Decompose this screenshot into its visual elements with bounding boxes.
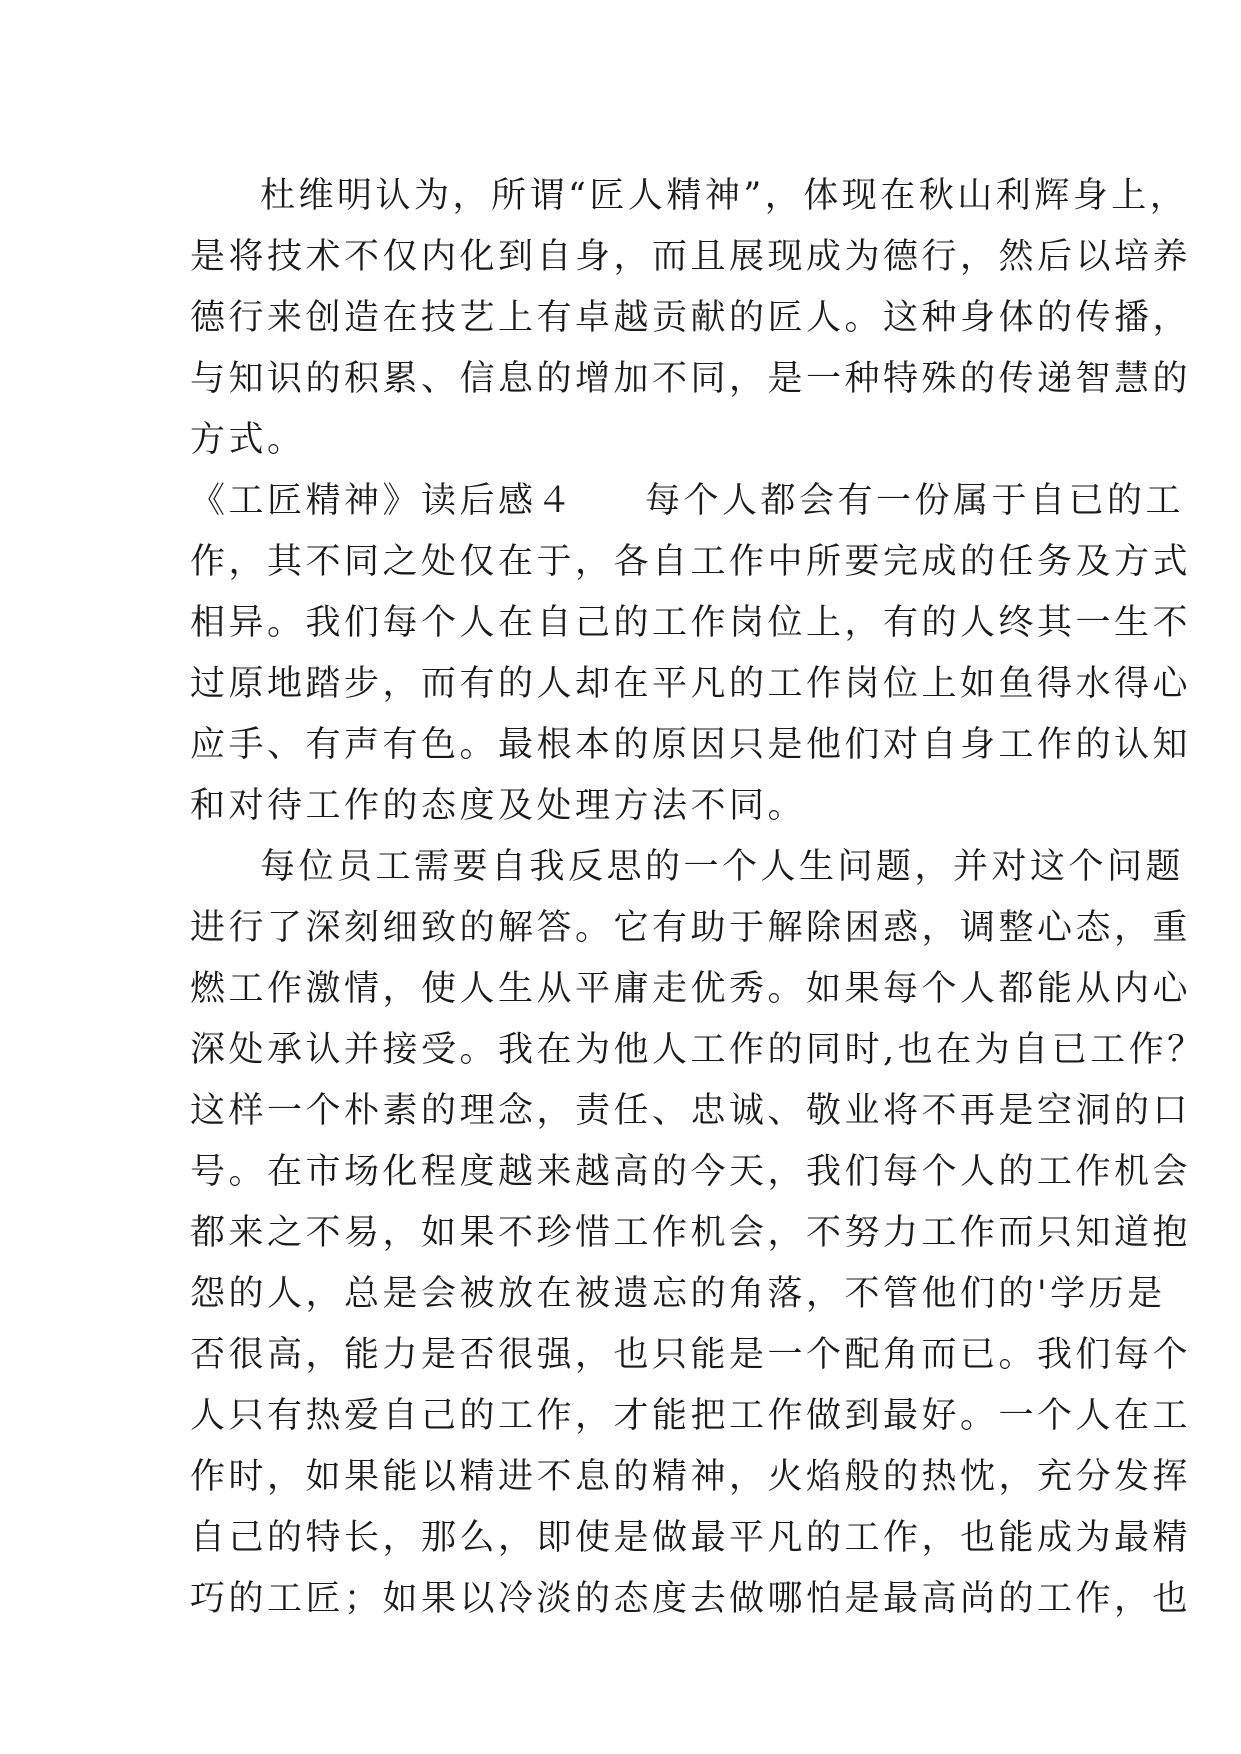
paragraph-1-line-1: 杜维明认为，所谓“匠人精神”，体现在秋山利辉身上， [260,176,1189,216]
paragraph-3-line-11: 作时，如果能以精进不息的精神，火焰般的热忱，充分发挥 [190,1457,1192,1497]
paragraph-3-line-1: 每位员工需要自我反思的一个人生问题，并对这个问题 [260,847,1185,887]
paragraph-3-line-9: 否很高，能力是否很强，也只能是一个配角而已。我们每个 [190,1335,1192,1375]
paragraph-1-line-3: 德行来创造在技艺上有卓越贡献的匠人。这种身体的传播， [190,298,1192,338]
paragraph-2-first-line-text: 每个人都会有一份属于自已的工 [645,481,1185,521]
paragraph-2-line-4: 过原地踏步，而有的人却在平凡的工作岗位上如鱼得水得心 [190,664,1192,704]
body-text [190,166,1206,1630]
paragraph-2-line-6: 和对待工作的态度及处理方法不同。 [190,786,807,826]
paragraph-3-line-10: 人只有热爱自己的工作，才能把工作做到最好。一个人在工 [190,1396,1192,1436]
paragraph-2-line-3: 相异。我们每个人在自己的工作岗位上，有的人终其一生不 [190,603,1192,643]
paragraph-2-line-5: 应手、有声有色。最根本的原因只是他们对自身工作的认知 [190,725,1192,765]
paragraph-1-line-4: 与知识的积累、信息的增加不同，是一种特殊的传递智慧的 [190,359,1192,399]
paragraph-3-line-2: 进行了深刻细致的解答。它有助于解除困惑，调整心态，重 [190,908,1192,948]
paragraph-3-line-7: 都来之不易，如果不珍惜工作机会，不努力工作而只知道抱 [190,1213,1192,1253]
paragraph-3-line-13: 巧的工匠；如果以冷淡的态度去做哪怕是最高尚的工作，也 [190,1579,1192,1619]
paragraph-3-line-6: 号。在市场化程度越来越高的今天，我们每个人的工作机会 [190,1152,1192,1192]
paragraph-2-line-2: 作，其不同之处仅在于，各自工作中所要完成的任务及方式 [190,542,1192,582]
paragraph-1-line-2: 是将技术不仅内化到自身，而且展现成为德行，然后以培养 [190,237,1192,277]
paragraph-3-line-5: 这样一个朴素的理念，责任、忠诚、敬业将不再是空洞的口 [190,1091,1192,1131]
paragraph-3-line-3: 燃工作激情，使人生从平庸走优秀。如果每个人都能从内心 [190,969,1192,1009]
paragraph-2-line-1 [190,471,1185,532]
paragraph-3-line-12: 自己的特长，那么，即使是做最平凡的工作，也能成为最精 [190,1518,1192,1558]
paragraph-1-line-5: 方式。 [190,420,306,460]
paragraph-3-line-8: 怨的人，总是会被放在被遗忘的角落，不管他们的'学历是 [190,1274,1166,1314]
section-heading: 《工匠精神》读后感４ [190,481,576,521]
paragraph-3-line-4: 深处承认并接受。我在为他人工作的同时,也在为自已工作？ [190,1030,1206,1070]
